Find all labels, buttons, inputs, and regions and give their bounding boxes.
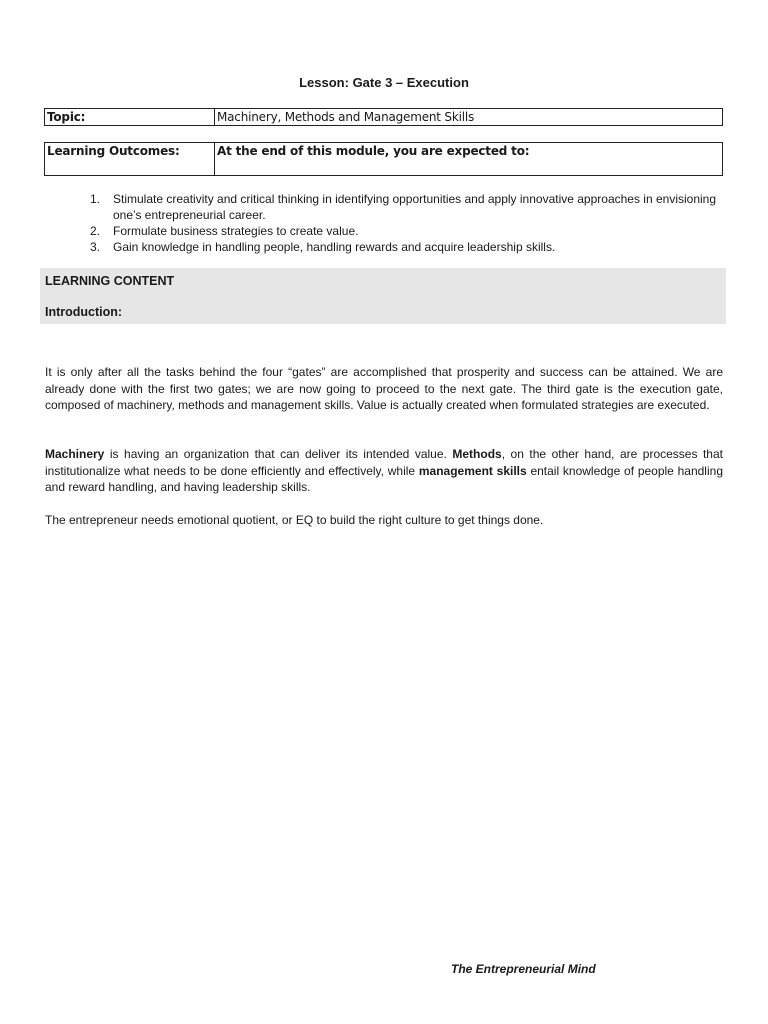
list-item-number: 1. bbox=[90, 192, 101, 206]
learning-outcomes-row bbox=[44, 142, 723, 176]
learning-outcomes-value: At the end of this module, you are expected to: bbox=[217, 144, 530, 158]
footer-title: The Entrepreneurial Mind bbox=[451, 962, 596, 976]
list-item-text: Formulate business strategies to create value. bbox=[113, 224, 359, 238]
lesson-title: Lesson: Gate 3 – Execution bbox=[299, 75, 469, 90]
intro-paragraph-3: The entrepreneur needs emotional quotient, or EQ to build the right culture to get things done. bbox=[45, 513, 544, 527]
methods-term: Methods bbox=[452, 447, 502, 461]
list-item-number: 2. bbox=[90, 224, 101, 238]
list-item-number: 3. bbox=[90, 240, 101, 254]
topic-label: Topic: bbox=[45, 109, 215, 125]
paragraph-text: entail knowledge of people handling and reward handling, and having leadership skills. bbox=[45, 463, 723, 494]
topic-value: Machinery, Methods and Management Skills bbox=[217, 110, 475, 124]
topic-row bbox=[44, 108, 723, 126]
list-item bbox=[90, 239, 730, 255]
introduction-heading: Introduction: bbox=[45, 305, 123, 319]
machinery-term: Machinery bbox=[45, 447, 105, 461]
management-skills-term: management skills bbox=[418, 463, 527, 478]
list-item-text: Stimulate creativity and critical thinking in identifying opportunities and apply innovative approaches in envisioning one’s entrepreneurial career. bbox=[113, 192, 717, 222]
list-item bbox=[90, 191, 730, 223]
intro-paragraph-2 bbox=[45, 446, 723, 496]
list-item-text: Gain knowledge in handling people, handling rewards and acquire leadership skills. bbox=[113, 240, 556, 254]
learning-content-heading: LEARNING CONTENT bbox=[45, 274, 175, 288]
paragraph-text: is having an organization that can deliver its intended value. bbox=[104, 447, 453, 461]
list-item bbox=[90, 223, 730, 239]
learning-outcomes-label: Learning Outcomes: bbox=[45, 143, 215, 175]
paragraph-text: , on the other hand, are processes that institutionalize what needs to be done efficiently and effectively, while bbox=[45, 447, 723, 478]
intro-paragraph-1: It is only after all the tasks behind the four “gates” are accomplished that prosperity and success can be attained. We are already done with the first two gates; we are now going to proceed to the next gate. The third gate is the execution gate, composed of machinery, methods and management skills. Value is actually created when formulated strategies are executed. bbox=[45, 365, 723, 412]
outcomes-list bbox=[90, 191, 730, 255]
